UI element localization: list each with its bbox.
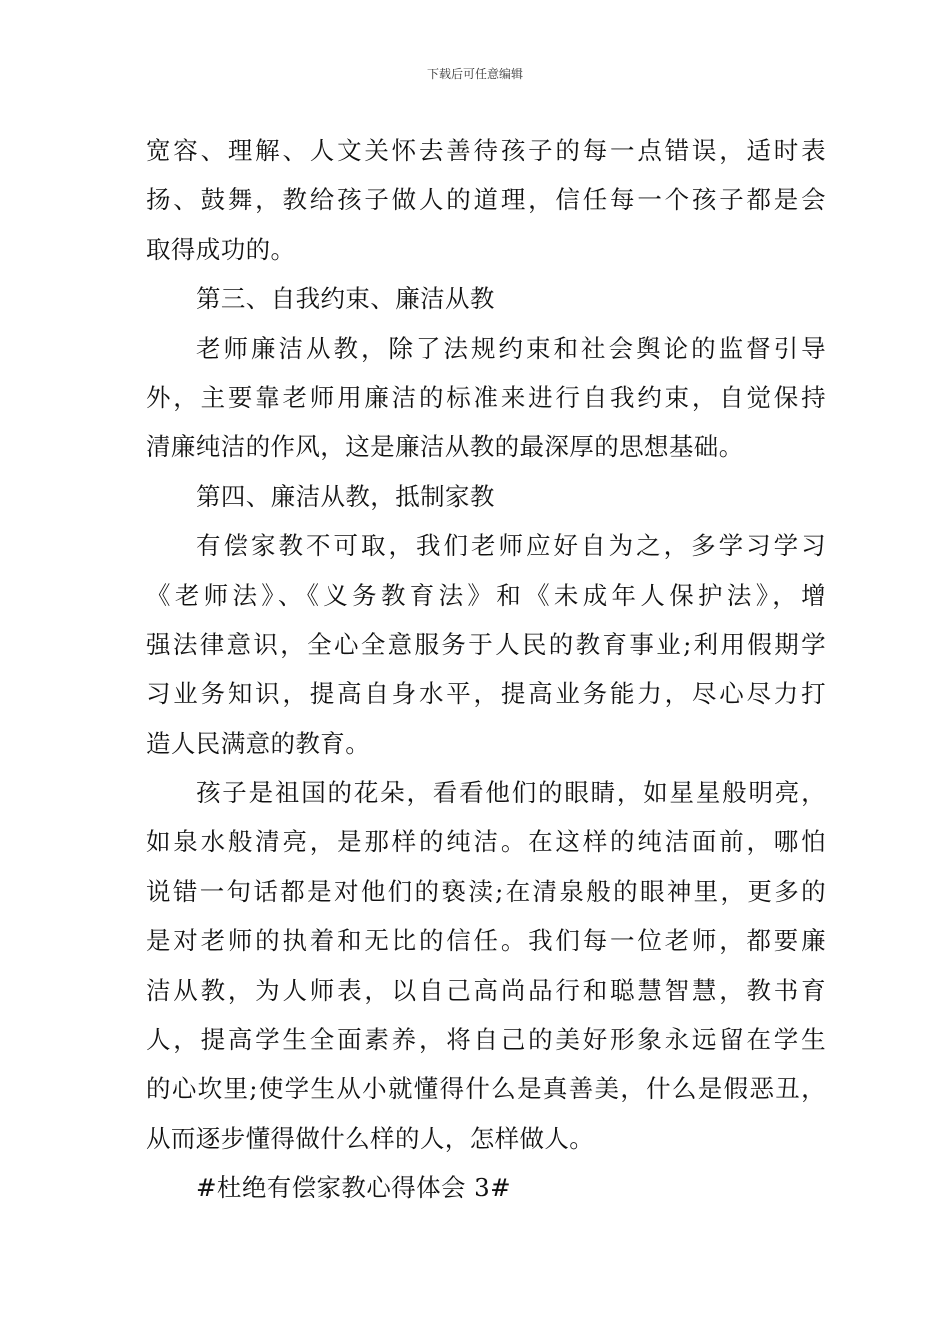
paragraph-line: 老师廉洁从教，除了法规约束和社会舆论的监督引导	[196, 333, 826, 363]
paragraph-line: 的心坎里;使学生从小就懂得什么是真善美，什么是假恶丑，	[146, 1074, 826, 1104]
paragraph-line: 取得成功的。	[146, 234, 296, 264]
paragraph-line: 外，主要靠老师用廉洁的标准来进行自我约束，自觉保持	[146, 382, 826, 412]
paragraph-line: 说错一句话都是对他们的亵渎;在清泉般的眼神里，更多的	[146, 876, 826, 906]
document-body	[146, 126, 826, 1213]
paragraph-line: 是对老师的执着和无比的信任。我们每一位老师，都要廉	[146, 926, 826, 956]
paragraph-line: 有偿家教不可取，我们老师应好自为之，多学习学习	[196, 531, 826, 561]
paragraph-line: 清廉纯洁的作风，这是廉洁从教的最深厚的思想基础。	[146, 432, 744, 462]
paragraph-line: 扬、鼓舞，教给孩子做人的道理，信任每一个孩子都是会	[146, 185, 826, 215]
paragraph-line: 从而逐步懂得做什么样的人，怎样做人。	[146, 1123, 595, 1153]
paragraph-line: 人，提高学生全面素养，将自己的美好形象永远留在学生	[146, 1025, 826, 1055]
paragraph-line: 《老师法》、《义务教育法》和《未成年人保护法》，增	[146, 580, 826, 610]
paragraph-line: 强法律意识，全心全意服务于人民的教育事业;利用假期学	[146, 629, 826, 659]
paragraph-line: 宽容、理解、人文关怀去善待孩子的每一点错误，适时表	[146, 136, 826, 165]
paragraph-line: 习业务知识，提高自身水平，提高业务能力，尽心尽力打	[146, 679, 826, 709]
section-heading: 第四、廉洁从教，抵制家教	[196, 481, 495, 511]
section-heading: #杜绝有偿家教心得体会 3#	[196, 1173, 512, 1203]
paragraph-line: 孩子是祖国的花朵，看看他们的眼睛，如星星般明亮，	[196, 778, 826, 808]
paragraph-line: 如泉水般清亮，是那样的纯洁。在这样的纯洁面前，哪怕	[146, 827, 826, 857]
section-heading: 第三、自我约束、廉洁从教	[196, 284, 495, 314]
page-header: 下载后可任意编辑	[426, 67, 523, 81]
paragraph-line: 造人民满意的教育。	[146, 728, 371, 758]
paragraph-line: 洁从教，为人师表，以自己高尚品行和聪慧智慧，教书育	[146, 975, 826, 1005]
